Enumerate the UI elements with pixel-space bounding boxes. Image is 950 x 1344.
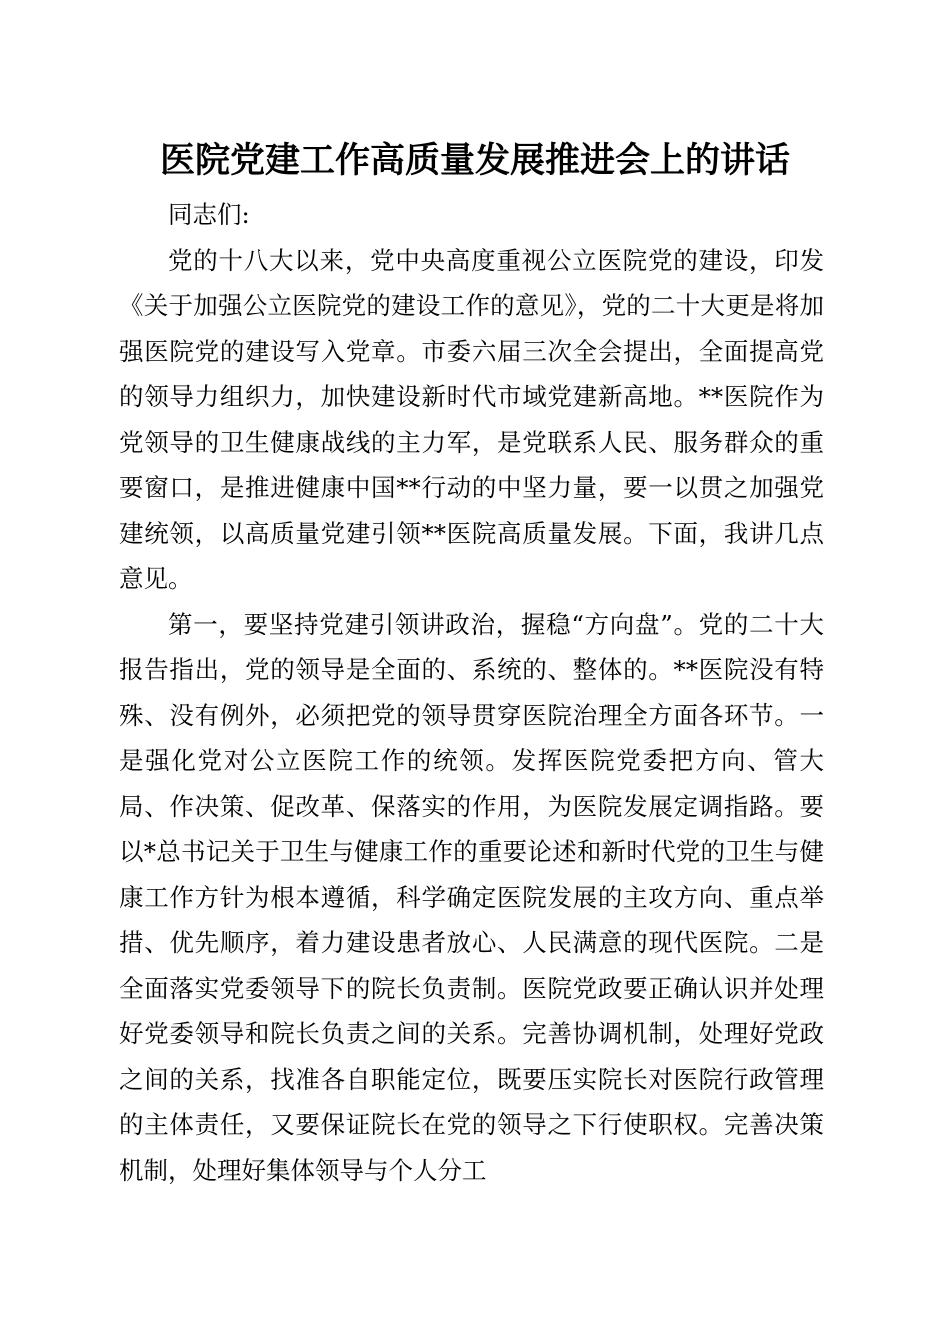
salutation: 同志们: (168, 200, 250, 229)
document-title: 医院党建工作高质量发展推进会上的讲话 (159, 140, 790, 181)
paragraph-intro: 党的十八大以来，党中央高度重视公立医院党的建设，印发《关于加强公立医院党的建设工作的意见》，党的二十大更是将加强医院党的建设写入党章。市委六届三次全会提出，全面提高党的领导力组织力，加快建设新时代市域党建新高地。**医院作为党领导的卫生健康战线的主力军，是党联系人民、服务群众的重要窗口，是推进健康中国**行动的中坚力量，要一以贯之加强党建统领，以高质量党建引领**医院高质量发展。下面，我讲几点意见。 (119, 245, 824, 593)
paragraph-first-point: 第一，要坚持党建引领讲政治，握稳“方向盘”。党的二十大报告指出，党的领导是全面的、系统的、整体的。**医院没有特殊、没有例外，必须把党的领导贯穿医院治理全方面各环节。一是强化党对公立医院工作的统领。发挥医院党委把方向、管大局、作决策、促改革、保落实的作用，为医院发展定调指路。要以*总书记关于卫生与健康工作的重要论述和新时代党的卫生与健康工作方针为根本遵循，科学确定医院发展的主攻方向、重点举措、优先顺序，着力建设患者放心、人民满意的现代医院。二是全面落实党委领导下的院长负责制。医院党政要正确认识并处理好党委领导和院长负责之间的关系。完善协调机制，处理好党政之间的关系，找准各自职能定位，既要压实院长对医院行政管理的主体责任，又要保证院长在党的领导之下行使职权。完善决策机制，处理好集体领导与个人分工 (119, 609, 824, 1185)
document-body (119, 192, 824, 1193)
